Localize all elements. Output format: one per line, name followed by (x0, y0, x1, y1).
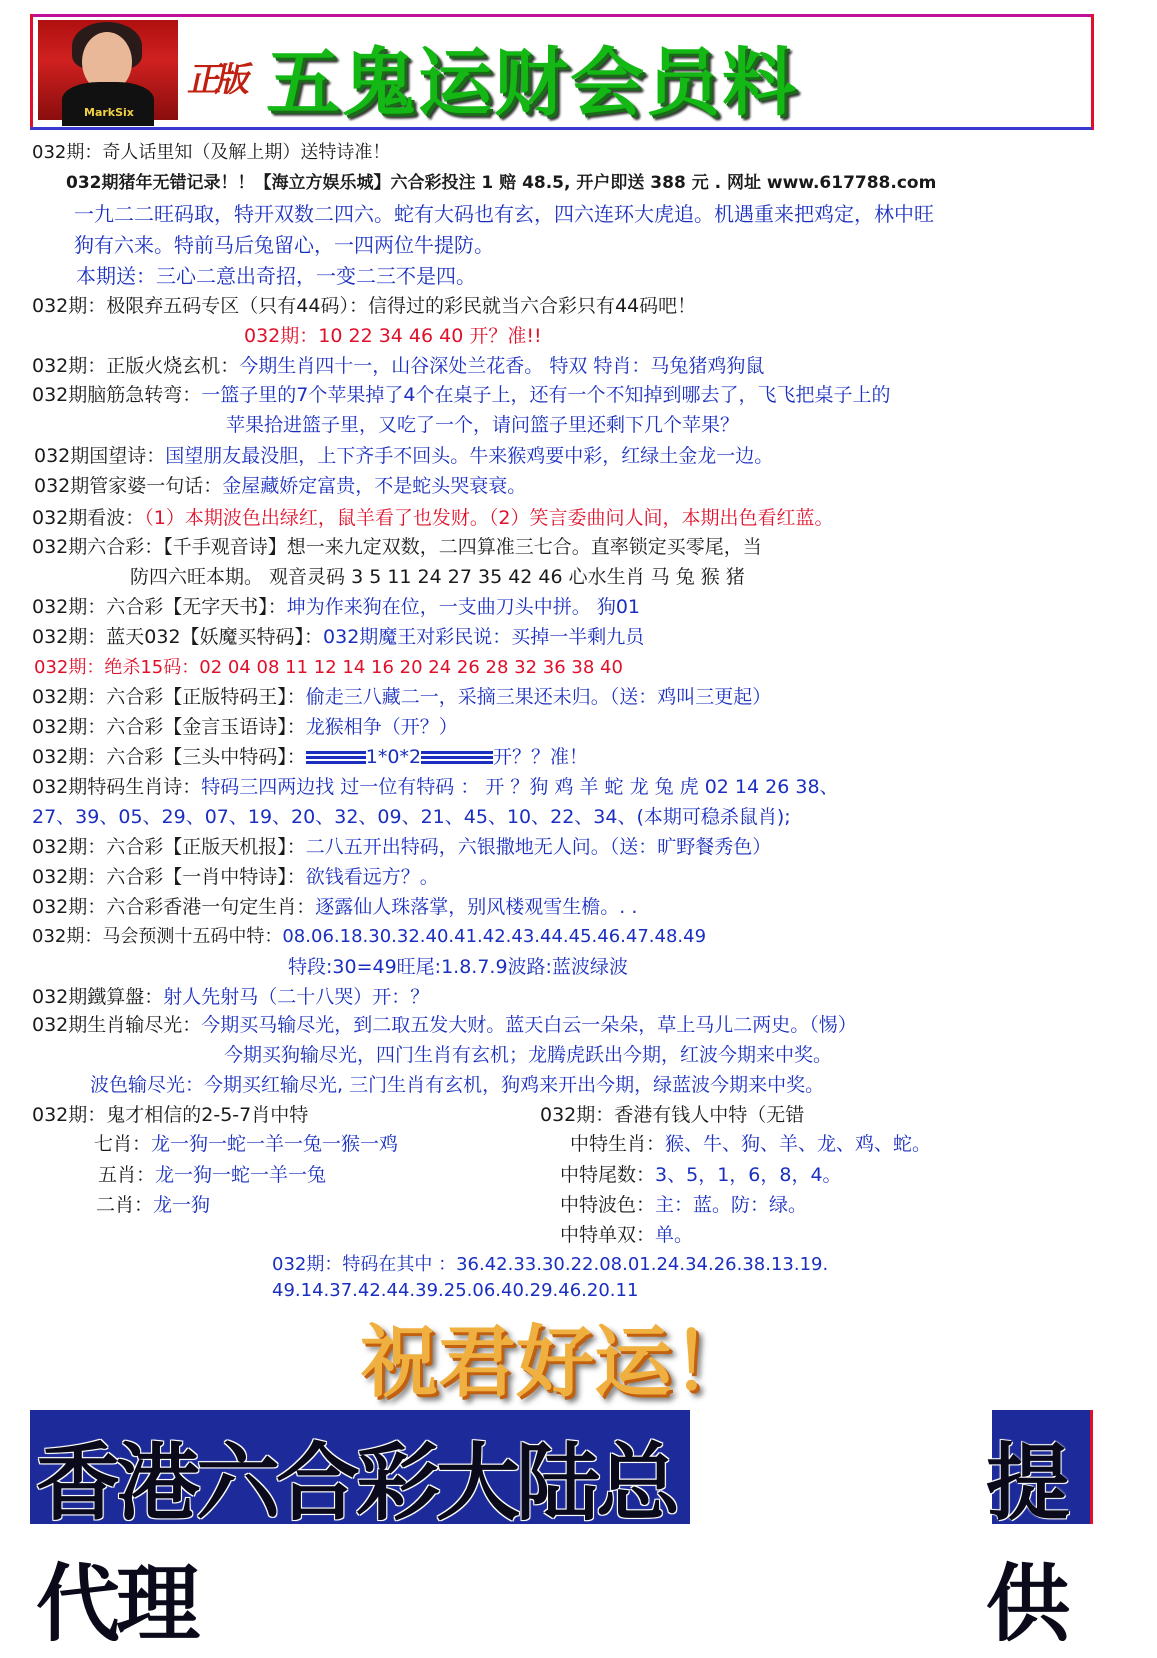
line-36-left (96, 1190, 210, 1217)
footer-banner (30, 1410, 690, 1653)
line-22-label: 032期特码生肖诗： (32, 776, 202, 798)
line-14: 032期六合彩：【千手观音诗】想一来九定双数，二四算准三七合。直率锁定买零尾，当 (32, 536, 762, 558)
line-29-text: 射人先射马（二十八哭）开：？ (163, 986, 430, 1008)
line-3: 一九二二旺码取，特开双数二四六。蛇有大码也有玄，四六连环大虎追。机遇重来把鸡定，林中旺 (74, 202, 934, 226)
line-12-text: 金屋藏娇定富贵，不是蛇头哭衰衰。 (222, 475, 527, 497)
line-17 (32, 622, 644, 649)
line-16-text: 坤为作来狗在位，一支曲刀头中拼。 狗01 (286, 596, 640, 618)
line-17-text: 032期魔王对彩民说：买掉一半剩九员 (323, 626, 645, 648)
edition-mark: 正版 (185, 60, 250, 100)
line-12-label: 032期管家婆一句话： (34, 475, 223, 497)
page-title: 五鬼运财会员料 (266, 40, 798, 126)
line-16-label: 032期：六合彩【无字天书】： (32, 596, 287, 618)
line-39: 49.14.37.42.44.39.25.06.40.29.46.20.11 (272, 1280, 639, 1301)
tail-number-label: 中特尾数： (560, 1164, 656, 1186)
wave-color-label: 中特波色： (560, 1194, 656, 1216)
line-16 (32, 592, 640, 619)
odd-even-label: 中特单双： (560, 1224, 656, 1246)
line-28: 特段:30=49旺尾:1.8.7.9波路:蓝波绿波 (288, 956, 628, 978)
tail-number-list: 3、5，1，6，8，4。 (655, 1164, 842, 1186)
line-35-right (560, 1160, 842, 1187)
line-30-text: 今期买马输尽光，到二取五发大财。蓝天白云一朵朵，草上马儿二两史。（惕） (201, 1014, 857, 1036)
line-9-label: 032期脑筋急转弯： (32, 384, 202, 406)
line-21-label: 032期：六合彩【三头中特码】： (32, 746, 306, 768)
line-19 (32, 682, 771, 709)
line-13 (32, 503, 833, 530)
line-9 (32, 380, 890, 407)
line-26-text: 逐露仙人珠落掌，别风楼观雪生檐。. . (315, 896, 638, 918)
line-18: 032期：绝杀15码：02 04 08 11 12 14 16 20 24 26 28 32 36 38 40 (34, 657, 623, 678)
special-zodiac-label: 中特生肖： (570, 1133, 666, 1155)
block-bars-left (306, 751, 366, 765)
odd-even-value: 单。 (655, 1224, 694, 1246)
footer-banner-right (986, 1410, 1090, 1653)
line-27-label: 032期：马会预测十五码中特： (32, 926, 283, 947)
line-11-text: 国望朋友最没胆，上下齐手不回头。牛来猴鸡要中彩，红绿土金龙一边。 (165, 445, 774, 467)
line-25 (32, 862, 439, 889)
line-19-label: 032期：六合彩【正版特码王】： (32, 686, 306, 708)
line-34-left (94, 1129, 398, 1156)
line-29-label: 032期鐵算盤： (32, 986, 164, 1008)
line-4: 狗有六来。特前马后兔留心，一四两位牛提防。 (74, 233, 494, 257)
line-19-text: 偷走三八藏二一，采摘三果还未归。（送：鸡叫三更起） (305, 686, 772, 708)
line-20-text: 龙猴相争（开？） (305, 716, 458, 738)
line-9-text: 一篮子里的7个苹果掉了4个在桌子上，还有一个不知掉到哪去了，飞飞把桌子上的 (201, 384, 891, 406)
line-31: 今期买狗输尽光，四门生肖有玄机；龙腾虎跃出今期，红波今期来中奖。 (224, 1044, 833, 1066)
line-23: 27、39、05、29、07、19、20、32、09、21、45、10、22、34、(本期可稳杀鼠肖); (32, 806, 791, 828)
line-24 (32, 832, 771, 859)
line-27 (32, 922, 706, 948)
line-20 (32, 712, 458, 739)
line-7: 032期：10 22 34 46 40 开？准!! (244, 325, 542, 347)
line-27-text: 08.06.18.30.32.40.41.42.43.44.45.46.47.48.49 (282, 926, 707, 947)
seven-zodiac-label: 七肖： (94, 1133, 152, 1155)
five-zodiac-list: 龙一狗一蛇一羊一兔 (155, 1164, 327, 1186)
line-33-right: 032期：香港有钱人中特（无错 (540, 1104, 805, 1126)
two-zodiac-label: 二肖： (96, 1194, 154, 1216)
good-luck-text: 祝君好运！ (360, 1317, 751, 1408)
line-37 (560, 1220, 693, 1247)
line-33-left: 032期：鬼才相信的2-5-7肖中特 (32, 1104, 309, 1126)
line-30-label: 032期生肖输尽光： (32, 1014, 202, 1036)
line-11 (34, 441, 773, 468)
line-38: 032期：特码在其中 ：36.42.33.30.22.08.01.24.34.26.38.13.19. (272, 1254, 829, 1275)
line-26-label: 032期：六合彩香港一句定生肖： (32, 896, 316, 918)
line-6: 032期：极限弃五码专区（只有44码）：信得过的彩民就当六合彩只有44码吧！ (32, 295, 697, 317)
presenter-photo (38, 20, 178, 120)
line-35-left (98, 1160, 326, 1187)
line-24-label: 032期：六合彩【正版天机报】： (32, 836, 306, 858)
line-22-text: 特码三四两边找 过一位有特码 ： 开 ？狗 鸡 羊 蛇 龙 兔 虎 02 14 26 38、 (201, 776, 839, 798)
footer-banner-right-text: 提供 (986, 1433, 1067, 1653)
line-25-text: 欲钱看远方？。 (305, 866, 439, 888)
footer-red-edge (1090, 1410, 1093, 1524)
line-30 (32, 1010, 857, 1037)
line-26 (32, 892, 637, 919)
line-24-text: 二八五开出特码，六银撒地无人问。（送：旷野餐秀色） (305, 836, 772, 858)
line-8 (32, 351, 764, 378)
line-21 (32, 742, 588, 769)
line-20-label: 032期：六合彩【金言玉语诗】： (32, 716, 306, 738)
line-22 (32, 772, 839, 799)
wave-color-value: 主：蓝。防：绿。 (655, 1194, 808, 1216)
line-8-label: 032期：正版火烧玄机： (32, 355, 240, 377)
line-13-text: （1）本期波色出绿红，鼠羊看了也发财。（2）笑言委曲问人间，本期出色看红蓝。 (144, 507, 834, 529)
line-11-label: 032期国望诗： (34, 445, 166, 467)
line-15: 防四六旺本期。 观音灵码 3 5 11 24 27 35 42 46 心水生肖 马 兔 猴 猪 (130, 566, 745, 588)
special-zodiac-list: 猴、牛、狗、羊、龙、鸡、蛇。 (665, 1133, 932, 1155)
footer-banner-text: 香港六合彩大陆总代理 (36, 1433, 677, 1653)
five-zodiac-label: 五肖： (98, 1164, 156, 1186)
seven-zodiac-list: 龙一狗一蛇一羊一兔一猴一鸡 (151, 1133, 399, 1155)
block-bars-right (421, 751, 493, 765)
line-12 (34, 471, 526, 498)
line-8-text: 今期生肖四十一，山谷深处兰花香。 特双 特肖：马兔猪鸡狗鼠 (239, 355, 765, 377)
line-17-label: 032期：蓝天032【妖魔买特码】： (32, 626, 324, 648)
line-32: 波色输尽光：今期买红输尽光, 三门生肖有玄机，狗鸡来开出今期，绿蓝波今期来中奖。 (90, 1074, 825, 1096)
line-10: 苹果拾进篮子里，又吃了一个，请问篮子里还剩下几个苹果？ (226, 414, 740, 436)
line-2-promo: 032期猪年无错记录！！【海立方娱乐城】六合彩投注 1 赔 48.5, 开户即送 388 元 . 网址 www.617788.com (66, 173, 937, 193)
photo-logo-text: MarkSix (84, 106, 134, 119)
line-21-code: 1*0*2 (365, 746, 422, 768)
line-1: 032期：奇人话里知（及解上期）送特诗准！ (32, 142, 391, 163)
line-29 (32, 982, 429, 1009)
line-5: 本期送：三心二意出奇招，一变二三不是四。 (76, 264, 476, 288)
line-36-right (560, 1190, 807, 1217)
line-25-label: 032期：六合彩【一肖中特诗】： (32, 866, 306, 888)
two-zodiac-list: 龙一狗 (153, 1194, 211, 1216)
line-13-label: 032期看波： (32, 507, 145, 529)
line-34-right (570, 1129, 931, 1156)
line-21-tail: 开？？准！ (493, 746, 589, 768)
photo-body (62, 82, 154, 126)
